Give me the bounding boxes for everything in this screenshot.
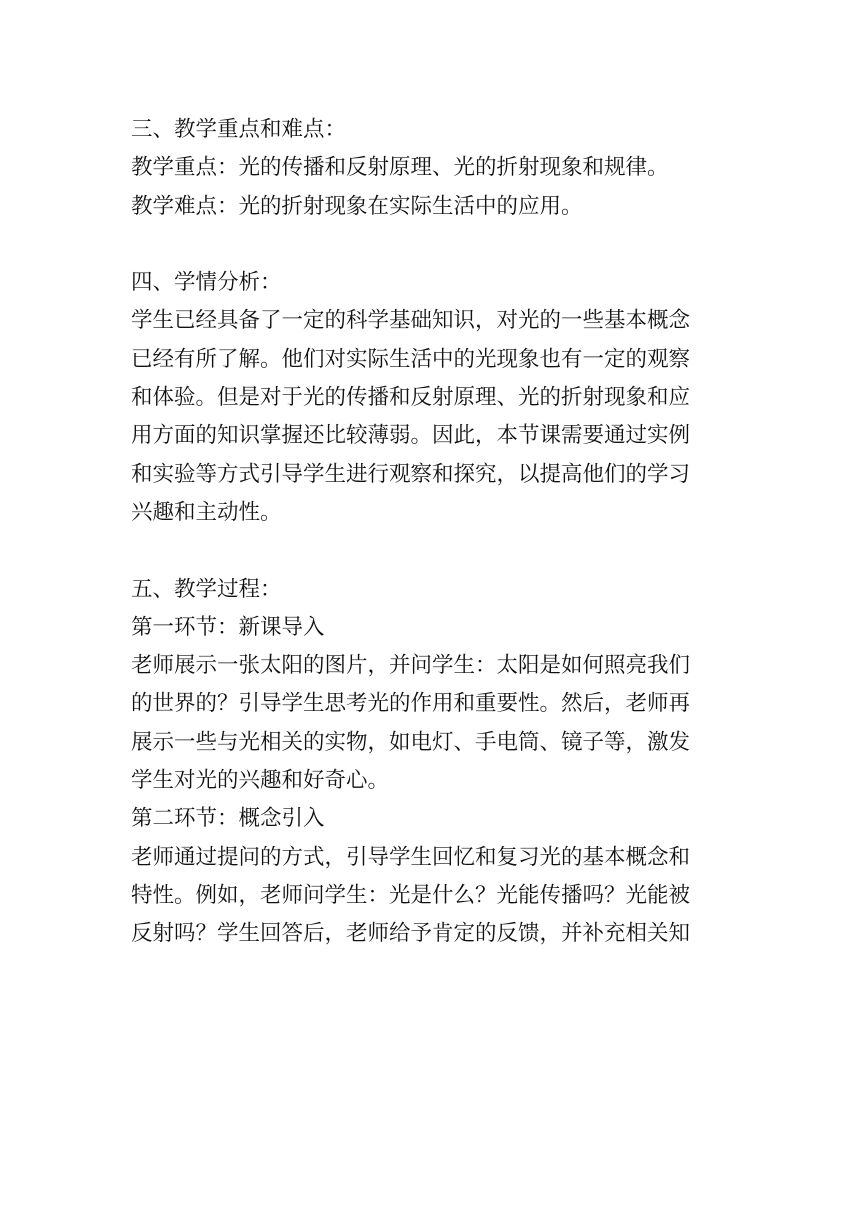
paragraph-line: 已经有所了解。他们对实际生活中的光现象也有一定的观察 [131, 346, 691, 372]
step-title-intro: 第一环节：新课导入 [131, 614, 325, 640]
section-heading-key-points: 三、教学重点和难点： [131, 117, 347, 142]
paragraph-line: 学生已经具备了一定的科学基础知识，对光的一些基本概念 [131, 308, 691, 334]
section-heading-teaching-process: 五、教学过程： [131, 576, 282, 602]
paragraph-spacer [131, 532, 731, 570]
step-title-concept: 第二环节：概念引入 [131, 806, 325, 832]
difficult-point-line: 教学难点：光的折射现象在实际生活中的应用。 [131, 193, 583, 219]
paragraph-line: 和体验。但是对于光的传播和反射原理、光的折射现象和应 [131, 385, 691, 411]
paragraph-line: 的世界的？引导学生思考光的作用和重要性。然后，老师再 [131, 691, 691, 717]
paragraph-line: 老师通过提问的方式，引导学生回忆和复习光的基本概念和 [131, 844, 691, 870]
paragraph-line: 兴趣和主动性。 [131, 499, 282, 525]
paragraph-line: 学生对光的兴趣和好奇心。 [131, 768, 390, 794]
paragraph-line: 特性。例如，老师问学生：光是什么？光能传播吗？光能被 [131, 882, 691, 908]
paragraph-spacer [131, 226, 731, 264]
paragraph-line: 老师展示一张太阳的图片，并问学生：太阳是如何照亮我们 [131, 653, 691, 679]
paragraph-line: 反射吗？学生回答后，老师给予肯定的反馈，并补充相关知 [131, 921, 691, 947]
section-heading-student-analysis: 四、学情分析： [131, 270, 282, 296]
key-point-line: 教学重点：光的传播和反射原理、光的折射现象和规律。 [131, 155, 669, 181]
paragraph-line: 展示一些与光相关的实物，如电灯、手电筒、镜子等，激发 [131, 729, 691, 755]
paragraph-line: 和实验等方式引导学生进行观察和探究，以提高他们的学习 [131, 461, 691, 487]
document-body [131, 111, 731, 954]
paragraph-line: 用方面的知识掌握还比较薄弱。因此，本节课需要通过实例 [131, 423, 691, 449]
